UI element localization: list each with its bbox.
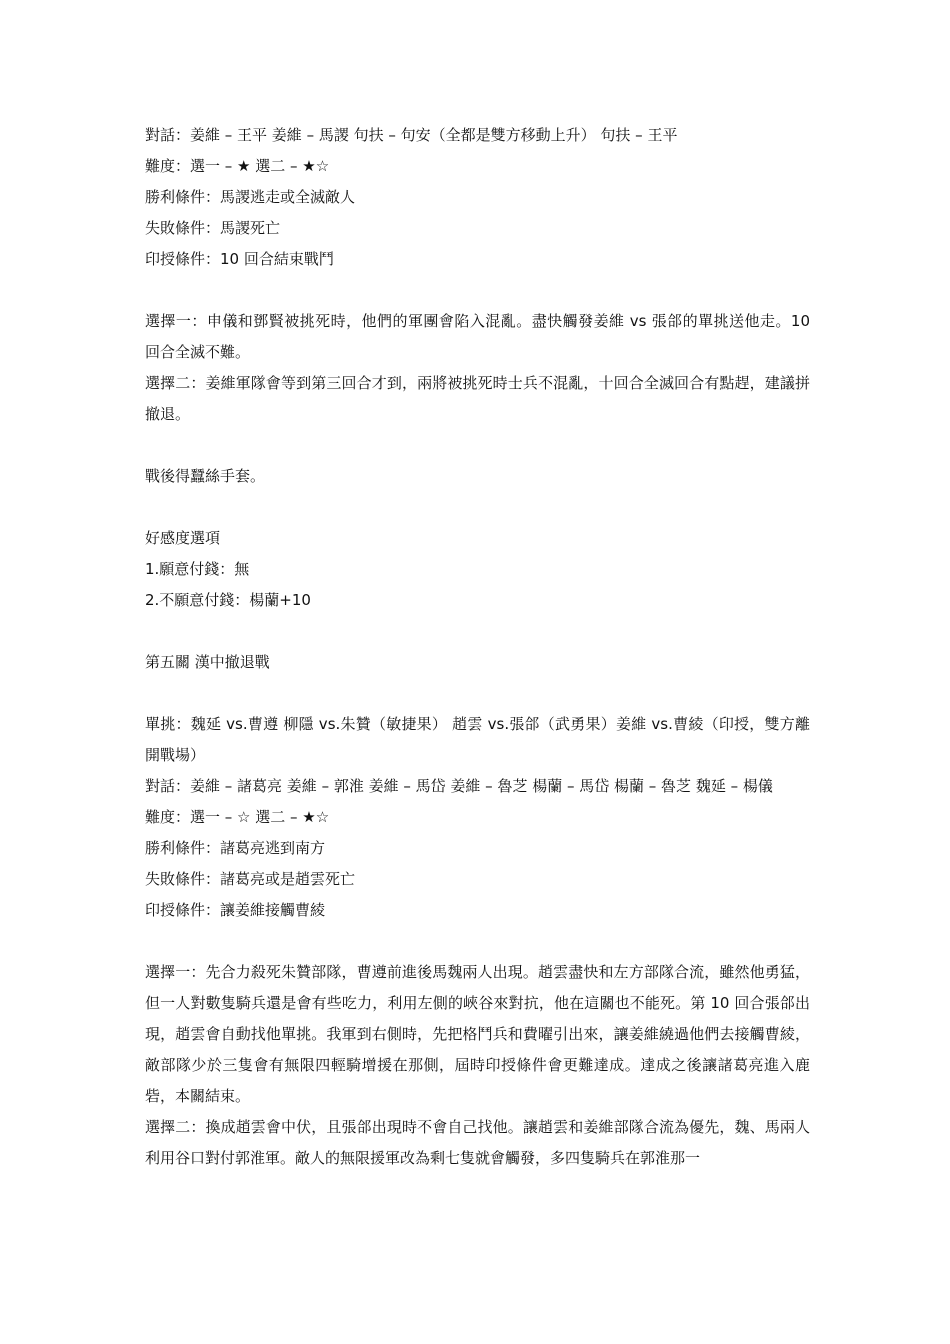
spacer [145,430,810,461]
stage5-defeat-condition: 失敗條件：諸葛亮或是趙雲死亡 [145,870,356,888]
spacer [145,678,810,709]
stage4-option2: 選擇二：姜維軍隊會等到第三回合才到，兩將被挑死時士兵不混亂，十回合全滅回合有點趕，建議拼撤退。 [145,374,810,423]
stage5-duel: 單挑：魏延 vs.曹遵 柳隱 vs.朱贊（敏捷果） 趙雲 vs.張郃（武勇果）姜維 vs.曹綾（印授，雙方離開戰場） [145,715,810,764]
stage4-reward: 戰後得蠶絲手套。 [145,467,266,485]
stage4-victory-condition: 勝利條件：馬謖逃走或全滅敵人 [145,188,356,206]
spacer [145,492,810,523]
stage4-difficulty: 難度：選一 – ★ 選二 – ★☆ [145,157,330,175]
stage4-seal-condition: 印授條件：10 回合結束戰鬥 [145,250,334,268]
stage4-dialogue: 對話：姜維 – 王平 姜維 – 馬謖 句扶 – 句安（全都是雙方移動上升） 句扶 – 王平 [145,126,678,144]
affinity-title: 好感度選項 [145,529,221,547]
spacer [145,926,810,957]
document-page [145,120,810,1174]
stage5-victory-condition: 勝利條件：諸葛亮逃到南方 [145,839,326,857]
stage5-seal-condition: 印授條件：讓姜維接觸曹綾 [145,901,326,919]
stage5-dialogue: 對話：姜維 – 諸葛亮 姜維 – 郭淮 姜維 – 馬岱 姜維 – 魯芝 楊蘭 – 馬岱 楊蘭 – 魯芝 魏延 – 楊儀 [145,777,773,795]
stage4-defeat-condition: 失敗條件：馬謖死亡 [145,219,281,237]
spacer [145,616,810,647]
spacer [145,275,810,306]
stage4-option1: 選擇一：申儀和鄧賢被挑死時，他們的軍團會陷入混亂。盡快觸發姜維 vs 張郃的單挑送他走。10 回合全滅不難。 [145,312,810,361]
stage5-option2: 選擇二：換成趙雲會中伏，且張郃出現時不會自己找他。讓趙雲和姜維部隊合流為優先，魏、馬兩人利用谷口對付郭淮軍。敵人的無限援軍改為剩七隻就會觸發，多四隻騎兵在郭淮那一 [145,1118,810,1167]
affinity-option-1: 1.願意付錢：無 [145,560,250,578]
stage5-title: 第五關 漢中撤退戰 [145,653,270,671]
stage5-option1: 選擇一：先合力殺死朱贊部隊，曹遵前進後馬魏兩人出現。趙雲盡快和左方部隊合流，雖然他勇猛，但一人對數隻騎兵還是會有些吃力，利用左側的峽谷來對抗，他在這關也不能死。第 10 回合張郃出現，趙雲會自動找他單挑。我軍到右側時，先把格鬥兵和費曜引出來，讓姜維繞過他們去接觸曹綾，敵部隊少於三隻會有無限四輕騎增援在那側，屆時印授條件會更難達成。達成之後讓諸葛亮進入鹿砦，本關結束。 [145,963,810,1105]
affinity-option-2: 2.不願意付錢：楊蘭+10 [145,591,311,609]
stage5-difficulty: 難度：選一 – ☆ 選二 – ★☆ [145,808,330,826]
